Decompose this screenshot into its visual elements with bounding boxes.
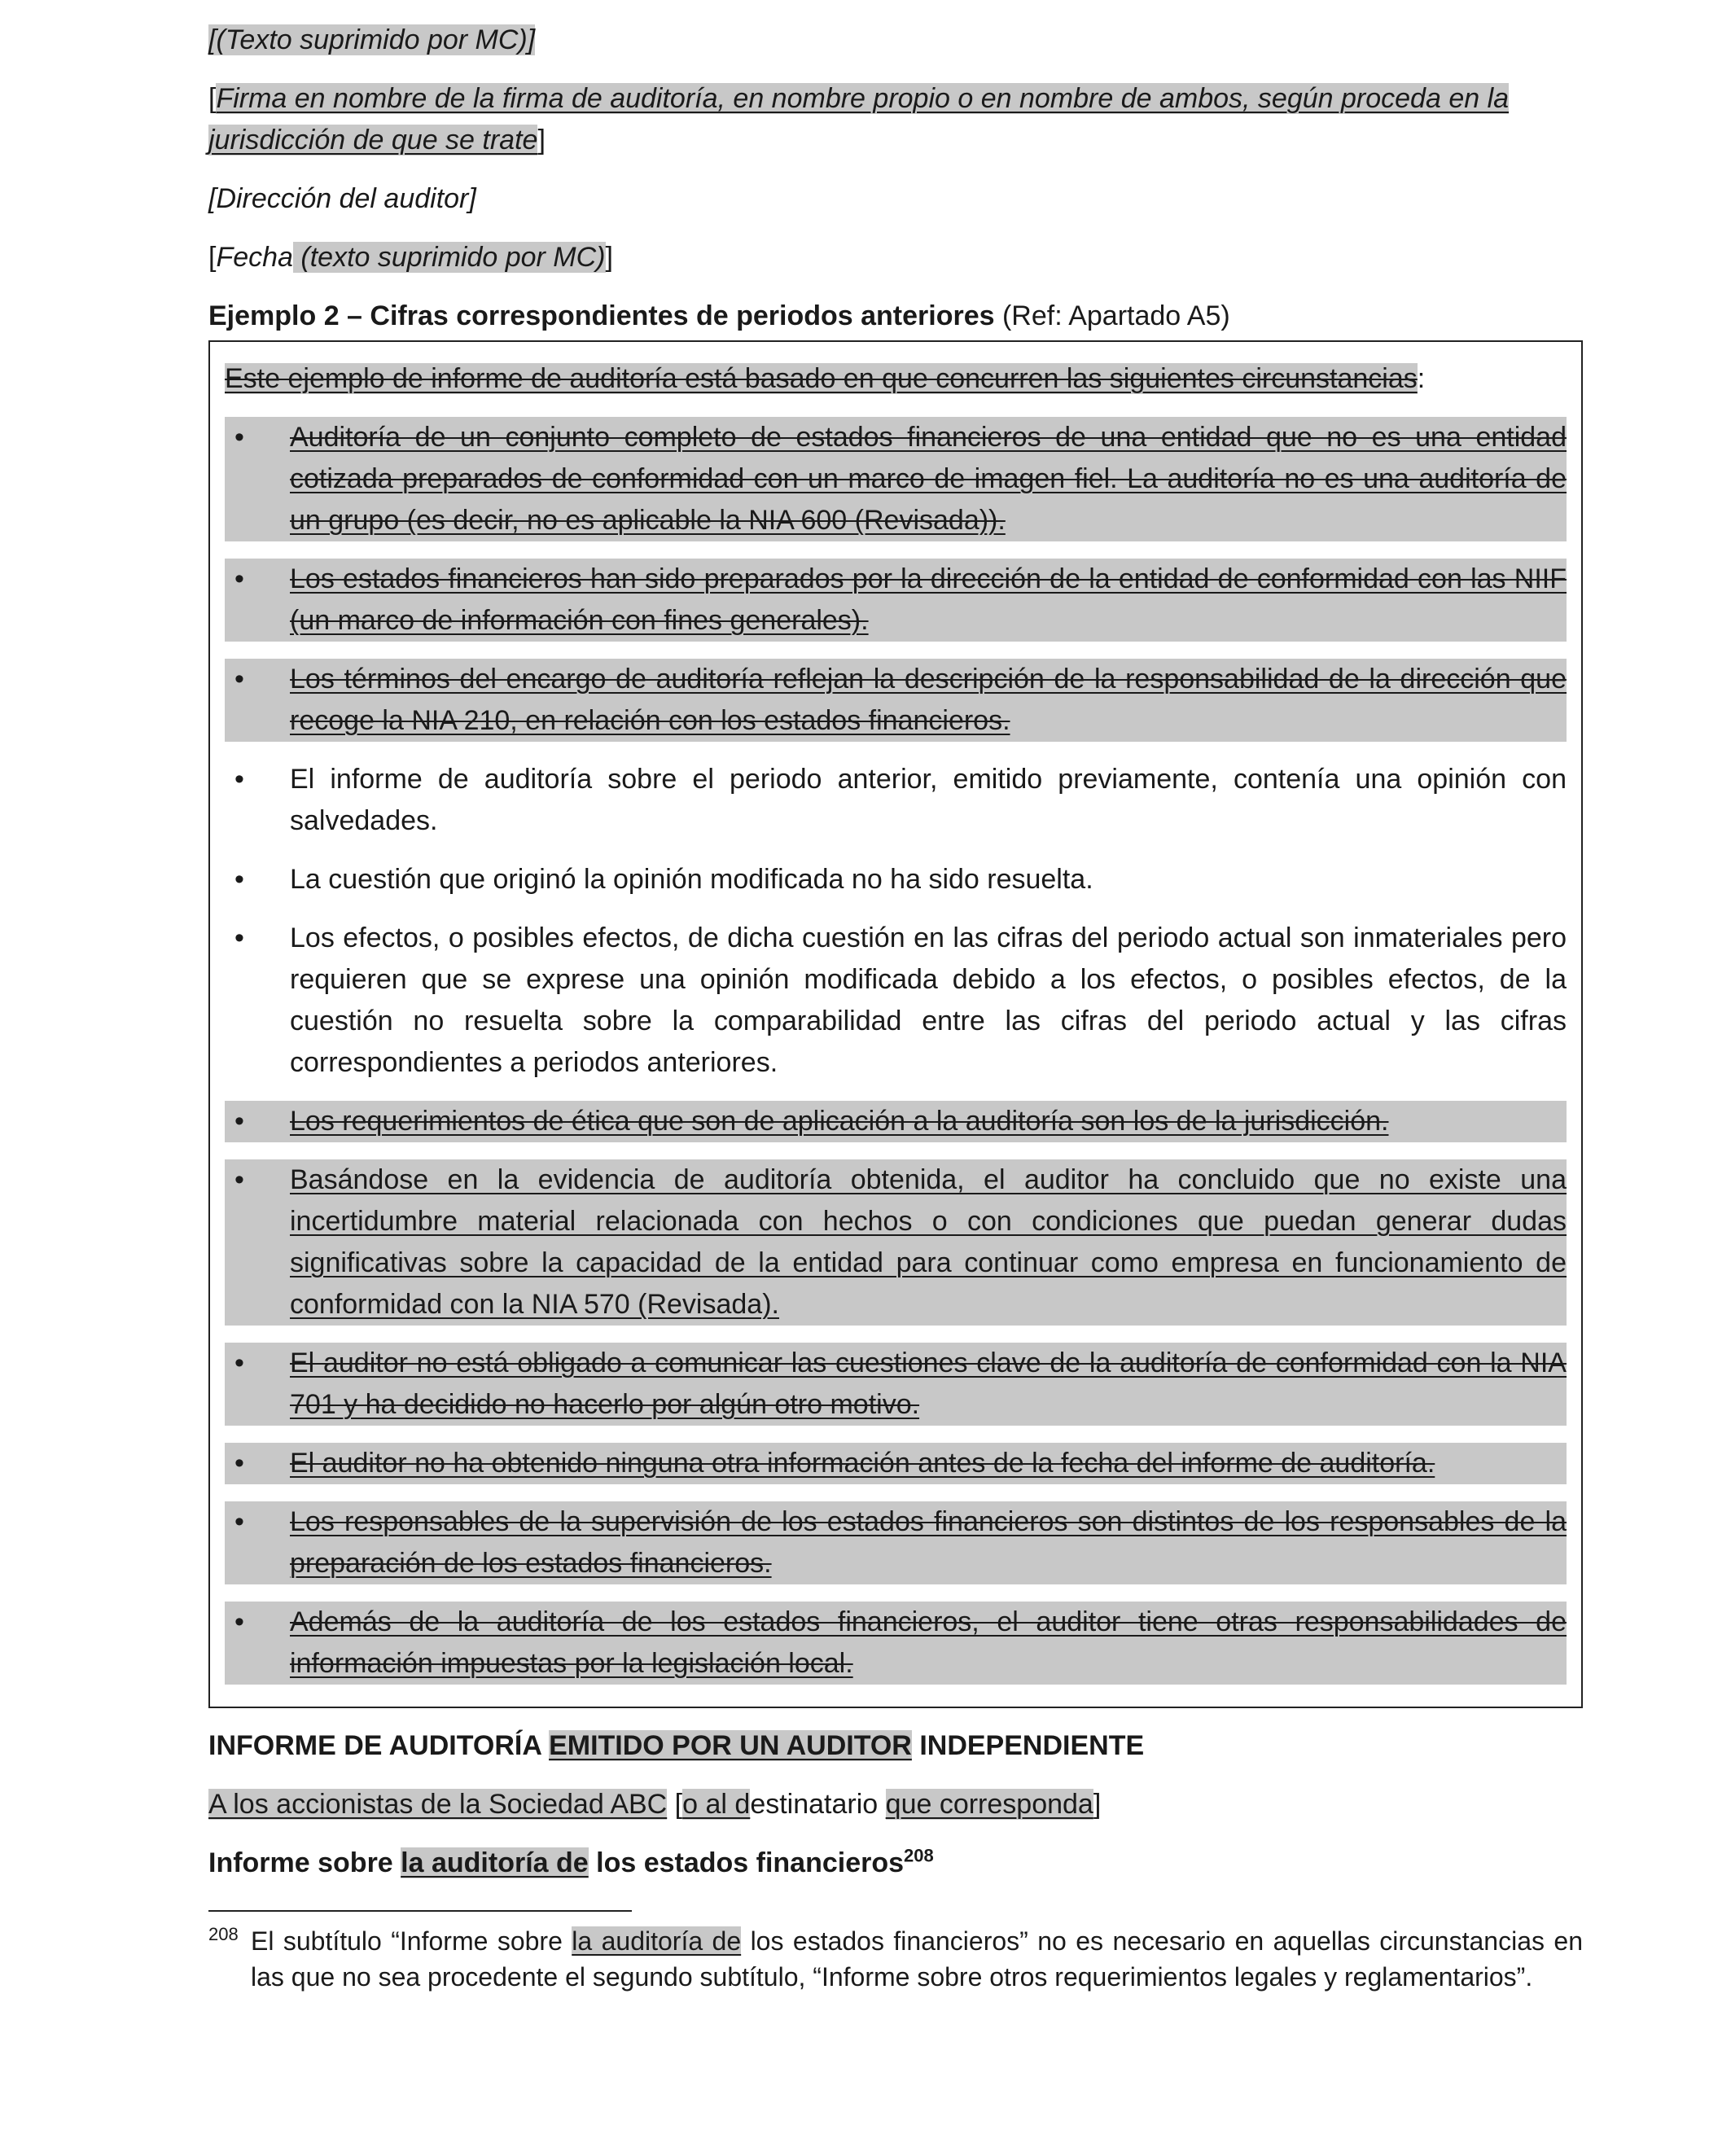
box-intro <box>225 358 1567 400</box>
bracket-open: [ <box>208 242 217 273</box>
document-page <box>208 0 1583 1995</box>
circumstance-text: Auditoría de un conjunto completo de estados financieros de una entidad que no es una entidad cotizada preparados de conformidad con un marco de imagen fiel. La auditoría no es una auditoría de un grupo (es decir, no es aplicable la NIA 600 (Revisada)). <box>290 422 1567 536</box>
bracket-open: [ <box>667 1789 683 1820</box>
bullet-icon: • <box>234 764 244 795</box>
circumstance-item <box>225 1101 1567 1142</box>
signature-line <box>208 78 1583 161</box>
bullet-icon: • <box>234 422 244 453</box>
circumstance-text: Los responsables de la supervisión de los estados financieros son distintos de los responsables de la preparación de los estados financieros. <box>290 1506 1567 1579</box>
bullet-icon: • <box>234 922 244 953</box>
circumstance-text: Los términos del encargo de auditoría reflejan la descripción de la responsabilidad de la dirección que recoge la NIA 210, en relación con los estados financieros. <box>290 664 1567 736</box>
addressee-part: estinatario <box>750 1789 886 1820</box>
bullet-icon: • <box>234 664 244 695</box>
report-title-part: INDEPENDIENTE <box>911 1730 1145 1761</box>
example-title <box>208 296 1583 337</box>
bullet-icon: • <box>234 1106 244 1137</box>
circumstance-item <box>225 1159 1567 1326</box>
circumstances-box <box>208 340 1583 1708</box>
footnote-text: El subtítulo “Informe sobre <box>251 1926 572 1956</box>
bullet-icon: • <box>234 1348 244 1378</box>
circumstance-text: Los estados financieros han sido preparados por la dirección de la entidad de conformidad con las NIIF (un marco de información con fines generales). <box>290 563 1567 636</box>
signature-text: Firma en nombre de la firma de auditoría, en nombre propio o en nombre de ambos, según proceda en la jurisdicción de que se trate <box>208 83 1510 156</box>
suppressed-text: [(Texto suprimido por MC)] <box>208 24 536 55</box>
bracket-close: ] <box>605 242 613 273</box>
addressee-insert: o al d <box>682 1789 751 1820</box>
circumstance-text: Además de la auditoría de los estados financieros, el auditor tiene otras responsabilidades de información impuestas por la legislación local. <box>290 1606 1567 1679</box>
footnote-number: 208 <box>208 1924 239 1944</box>
circumstance-item <box>225 1602 1567 1685</box>
example-title-ref: (Ref: Apartado A5) <box>994 300 1230 331</box>
section-title-part: Informe sobre <box>208 1847 401 1878</box>
circumstance-text: Los efectos, o posibles efectos, de dicha cuestión en las cifras del periodo actual son inmateriales pero requieren que se exprese una opinión modificada debido a los efectos, o posibles efectos, de la cuestión no resuelta sobre la comparabilidad entre las cifras del periodo actual y las cifras correspondientes a periodos anteriores. <box>290 922 1567 1078</box>
circumstance-text: Basándose en la evidencia de auditoría obtenida, el auditor ha concluido que no existe una incertidumbre material relacionada con hechos o con condiciones que puedan generar dudas significativas sobre la capacidad de la entidad para continuar como empresa en funcionamiento de conformidad con la NIA 570 (Revisada). <box>290 1164 1567 1320</box>
report-title-highlight: EMITIDO POR UN AUDITOR <box>549 1730 912 1761</box>
circumstance-item <box>225 759 1567 842</box>
box-intro-colon: : <box>1417 363 1426 394</box>
circumstance-item <box>225 859 1567 901</box>
section-title-highlight: la auditoría de <box>401 1847 589 1878</box>
circumstance-item <box>225 417 1567 541</box>
circumstance-item <box>225 559 1567 642</box>
addressee-line <box>208 1784 1583 1825</box>
bullet-icon: • <box>234 1164 244 1195</box>
date-label: Fecha <box>216 242 293 273</box>
footnote <box>208 1923 1583 1995</box>
footnote-highlight: la auditoría de <box>572 1926 742 1956</box>
circumstance-item <box>225 1501 1567 1584</box>
circumstance-item <box>225 918 1567 1084</box>
section-title-part: los estados financieros <box>588 1847 905 1878</box>
bullet-icon: • <box>234 864 244 895</box>
report-title-part: INFORME DE AUDITORÍA <box>208 1730 550 1761</box>
circumstance-text: El auditor no está obligado a comunicar las cuestiones clave de la auditoría de conformidad con la NIA 701 y ha decidido no hacerlo por algún otro motivo. <box>290 1348 1567 1420</box>
circumstance-item <box>225 1443 1567 1484</box>
circumstance-item <box>225 659 1567 742</box>
example-title-bold: Ejemplo 2 – Cifras correspondientes de periodos anteriores <box>208 300 995 331</box>
section-title <box>208 1843 1583 1884</box>
suppressed-text-line <box>208 20 1583 61</box>
report-title <box>208 1725 1583 1767</box>
addressee-name: A los accionistas de la Sociedad ABC <box>208 1789 668 1820</box>
circumstance-text: Los requerimientos de ética que son de aplicación a la auditoría son los de la jurisdicción. <box>290 1106 1389 1137</box>
circumstance-item <box>225 1343 1567 1426</box>
bracket-close: ] <box>1093 1789 1102 1820</box>
bullet-icon: • <box>234 1606 244 1637</box>
bracket-open: [ <box>208 83 217 114</box>
footnote-text: los estados financieros” no es necesario en aquellas circunstancias en las que no sea procedente el segundo subtítulo, “Informe sobre otros requerimientos legales y reglamentarios”. <box>251 1926 1584 1992</box>
bracket-close: ] <box>537 125 546 156</box>
circumstance-text: El auditor no ha obtenido ninguna otra información antes de la fecha del informe de auditoría. <box>290 1448 1435 1479</box>
bullet-icon: • <box>234 563 244 594</box>
box-intro-text: Este ejemplo de informe de auditoría está basado en que concurren las siguientes circunstancias <box>225 363 1418 394</box>
addressee-insert: que corresponda <box>885 1789 1093 1820</box>
footnote-ref[interactable]: 208 <box>904 1845 934 1866</box>
footnote-separator <box>208 1910 632 1912</box>
auditor-address-line: [Dirección del auditor] <box>208 183 476 214</box>
circumstance-text: El informe de auditoría sobre el periodo anterior, emitido previamente, contenía una opinión con salvedades. <box>290 764 1567 836</box>
suppressed-text: (texto suprimido por MC) <box>292 242 606 273</box>
date-line <box>208 237 1583 278</box>
circumstance-text: La cuestión que originó la opinión modificada no ha sido resuelta. <box>290 864 1093 895</box>
bullet-icon: • <box>234 1506 244 1537</box>
bullet-icon: • <box>234 1448 244 1479</box>
